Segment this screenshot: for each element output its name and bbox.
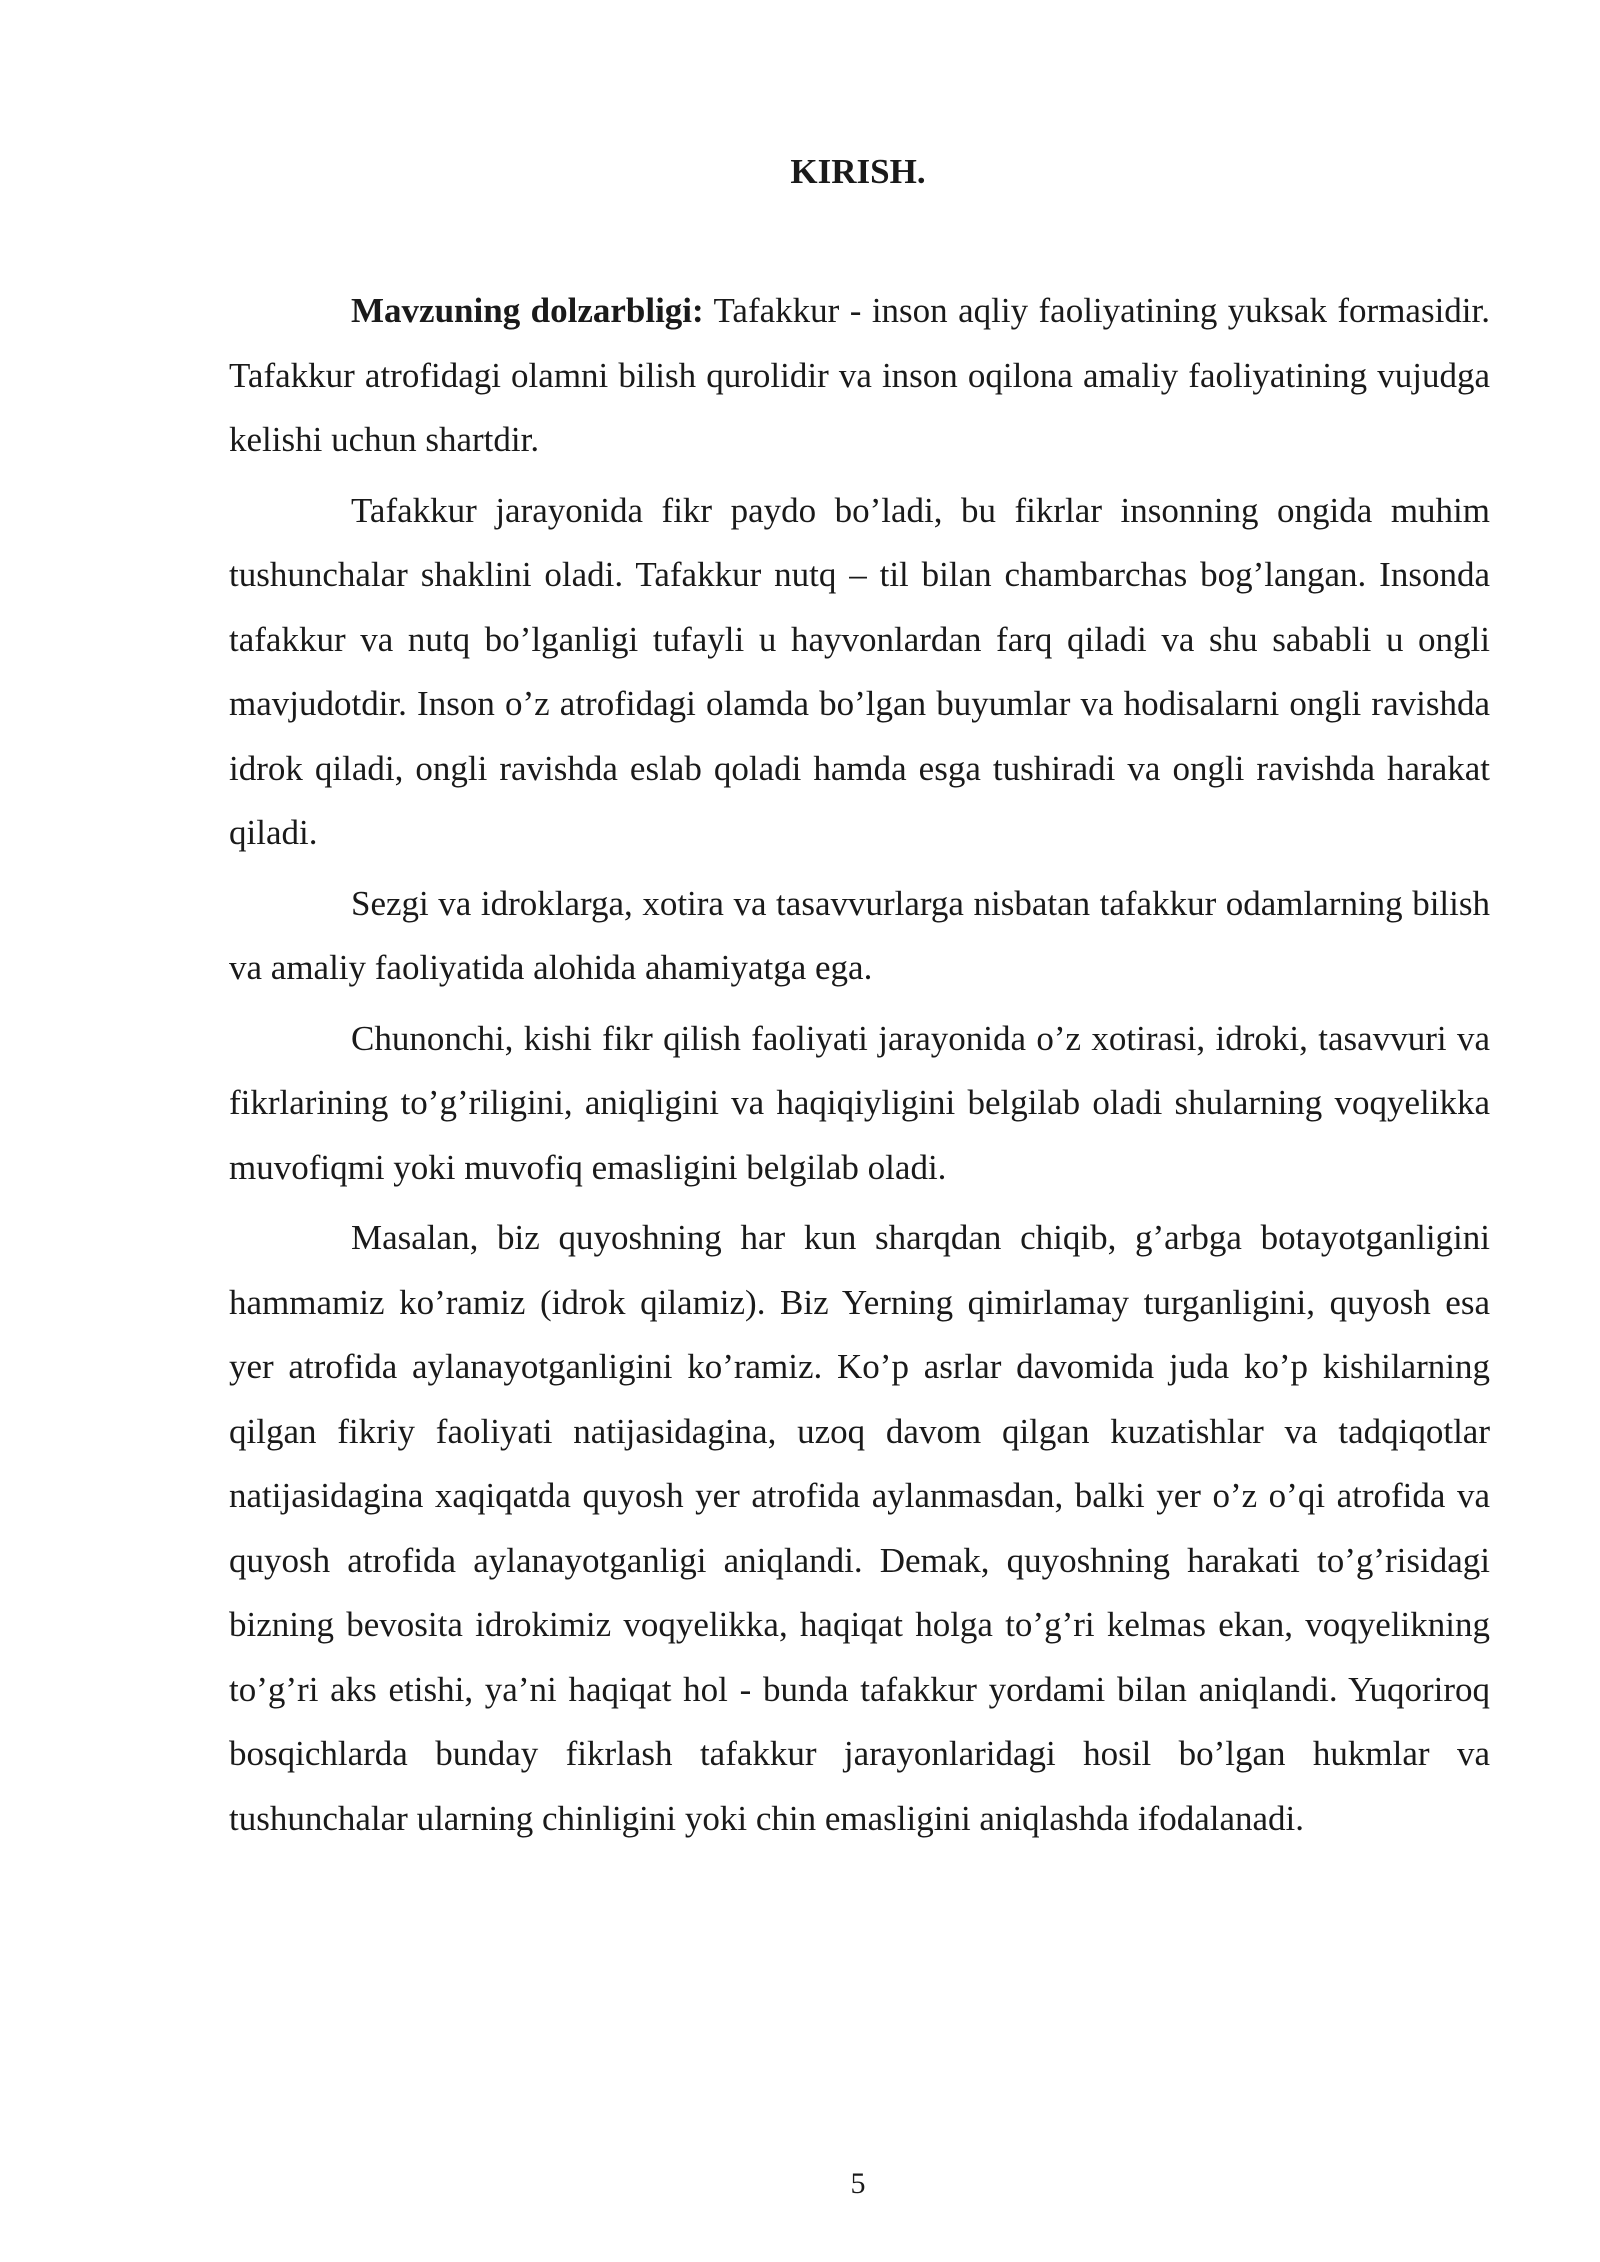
paragraph-example-sun: Masalan, biz quyoshning har kun sharqdan chiqib, g’arbga botayotganligini hammamiz ko’ramiz (idrok qilamiz). Biz Yerning qimirlamay turganligini, quyosh esa yer atrofida aylanayotganligini ko’ramiz. Ko’p asrlar davomida juda ko’p kishilarning qilgan fikriy faoliyati natijasidagina, uzoq davom qilgan kuzatishlar va tadqiqotlar natijasidagina xaqiqatda quyosh yer atrofida aylanmasdan, balki yer o’z o’qi atrofida va quyosh atrofida aylanayotganligi aniqlandi. Demak, quyoshning harakati to’g’risidagi bizning bevosita idrokimiz voqyelikka, haqiqat holga to’g’ri kelmas ekan, voqyelikning to’g’ri aks etishi, ya’ni haqiqat hol - bunda tafakkur yordami bilan aniqlandi. Yuqoriroq bosqichlarda bunday fikrlash tafakkur jarayonlaridagi hosil bo’lgan hukmlar va tushunchalar ularning chinligini yoki chin emasligini aniqlashda ifodalanadi. [229,1218,1490,1838]
paragraph-relevance [229,279,1490,473]
page-number: 5 [850,2167,866,2200]
paragraph-perception: Sezgi va idroklarga, xotira va tasavvurlarga nisbatan tafakkur odamlarning bilish va amaliy faoliyatida alohida ahamiyatga ega. [229,883,1490,987]
paragraph-thinking-speech: Tafakkur jarayonida fikr paydo bo’ladi, bu fikrlar insonning ongida muhim tushunchalar shaklini oladi. Tafakkur nutq – til bilan chambarchas bog’langan. Insonda tafakkur va nutq bo’lganligi tufayli u hayvonlardan farq qiladi va shu sababli u ongli mavjudotdir. Inson o’z atrofidagi olamda bo’lgan buyumlar va hodisalarni ongli ravishda idrok qiladi, ongli ravishda eslab qoladi hamda esga tushiradi va ongli ravishda harakat qiladi. [229,490,1490,852]
paragraph-lead: Mavzuning dolzarbligi: [351,291,704,330]
page-title: KIRISH. [790,152,926,191]
document-body [229,279,1490,1857]
paragraph-verification: Chunonchi, kishi fikr qilish faoliyati jarayonida o’z xotirasi, idroki, tasavvuri va fikrlarining to’g’riligini, aniqligini va haqiqiyligini belgilab oladi shularning voqyelikka muvofiqmi yoki muvofiq emasligini belgilab oladi. [229,1018,1490,1187]
paragraph-text: Tafakkur - inson aqliy faoliyatining yuksak formasidir. Tafakkur atrofidagi olamni bilish qurolidir va inson oqilona amaliy faoliyatining vujudga kelishi uchun shartdir. [229,291,1491,459]
